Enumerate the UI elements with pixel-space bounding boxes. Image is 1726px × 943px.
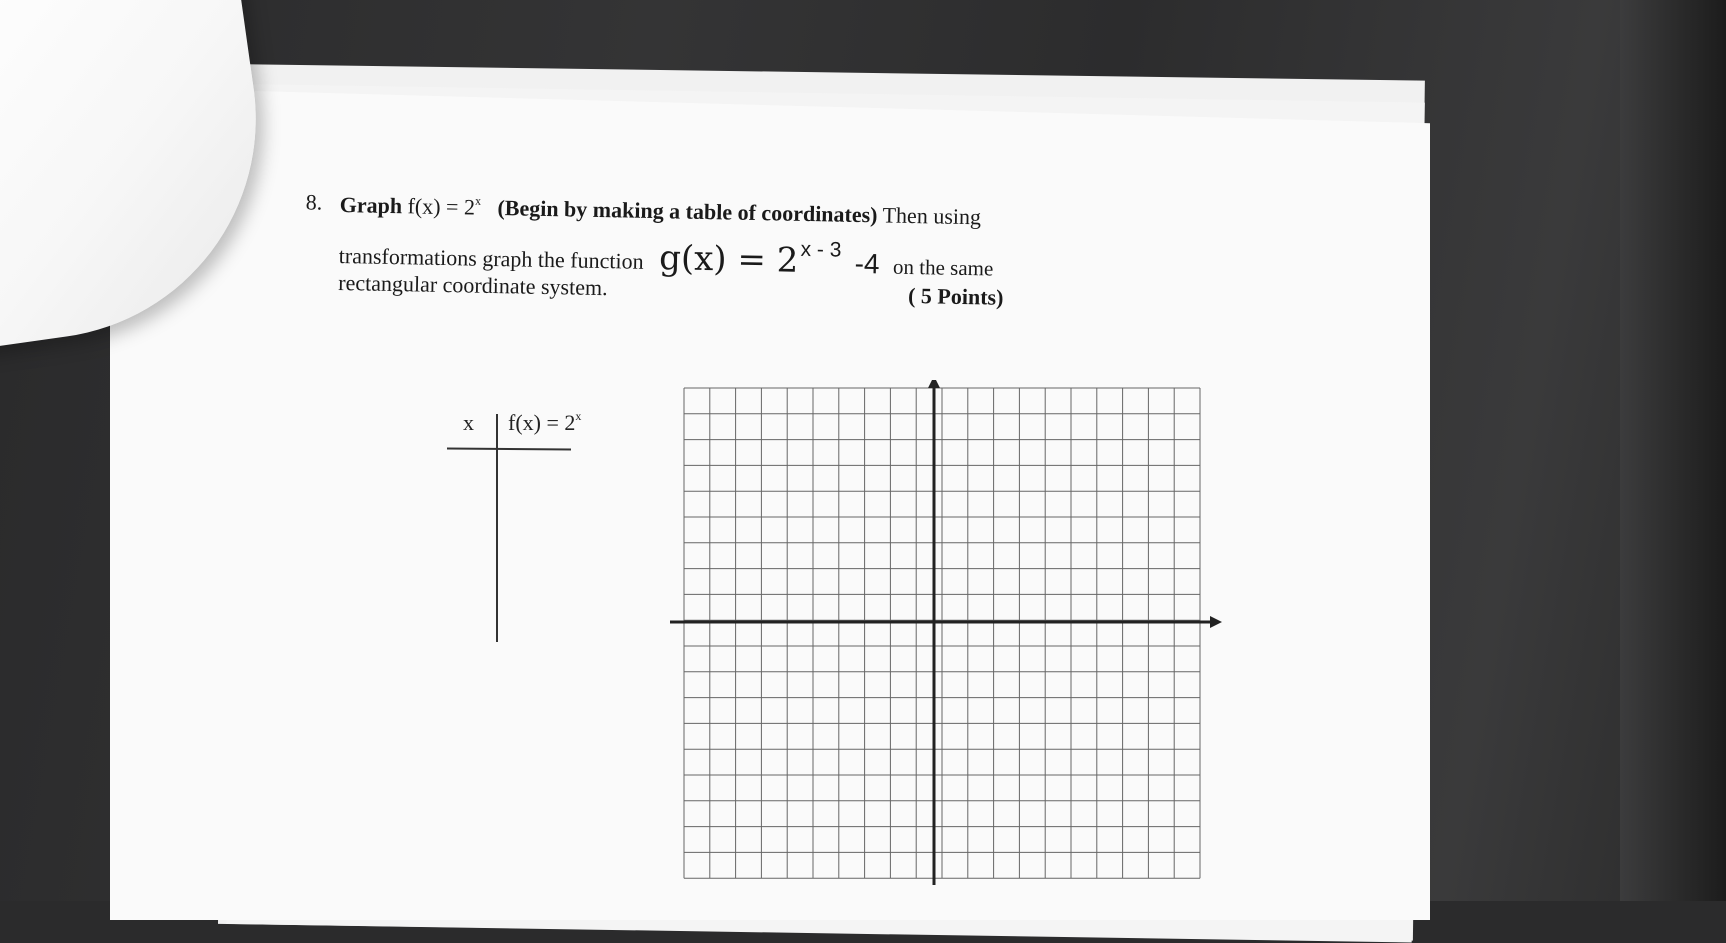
g-exponent: x - 3 [800, 237, 842, 262]
table-fx-exponent: x [575, 408, 582, 423]
table-x-header: x [463, 410, 474, 435]
g-definition: g(x) = 2 [658, 238, 799, 281]
on-the-same: on the same [892, 254, 994, 281]
f-definition: f(x) = 2 [407, 193, 476, 220]
graph-word: Graph [339, 192, 403, 219]
points-label: ( 5 Points) [907, 282, 1004, 310]
transformations-text: transformations graph the function [338, 242, 644, 274]
table-vertical-rule [496, 414, 498, 642]
x-axis-arrow [1210, 616, 1222, 628]
table-fx-text: f(x) = 2 [508, 410, 576, 435]
desk-edge [1620, 0, 1726, 901]
begin-instruction: (Begin by making a table of coordinates) [497, 195, 878, 228]
g-constant: -4 [854, 247, 880, 280]
question-number: 8. [305, 189, 323, 215]
coordinate-grid[interactable] [670, 380, 1230, 890]
then-using: Then using [882, 202, 982, 230]
y-axis-arrow [928, 380, 940, 388]
grid-lines [684, 388, 1200, 878]
f-exponent: x [474, 193, 482, 208]
table-fx-header [508, 410, 581, 436]
problem-line-3: rectangular coordinate system. [338, 269, 608, 301]
